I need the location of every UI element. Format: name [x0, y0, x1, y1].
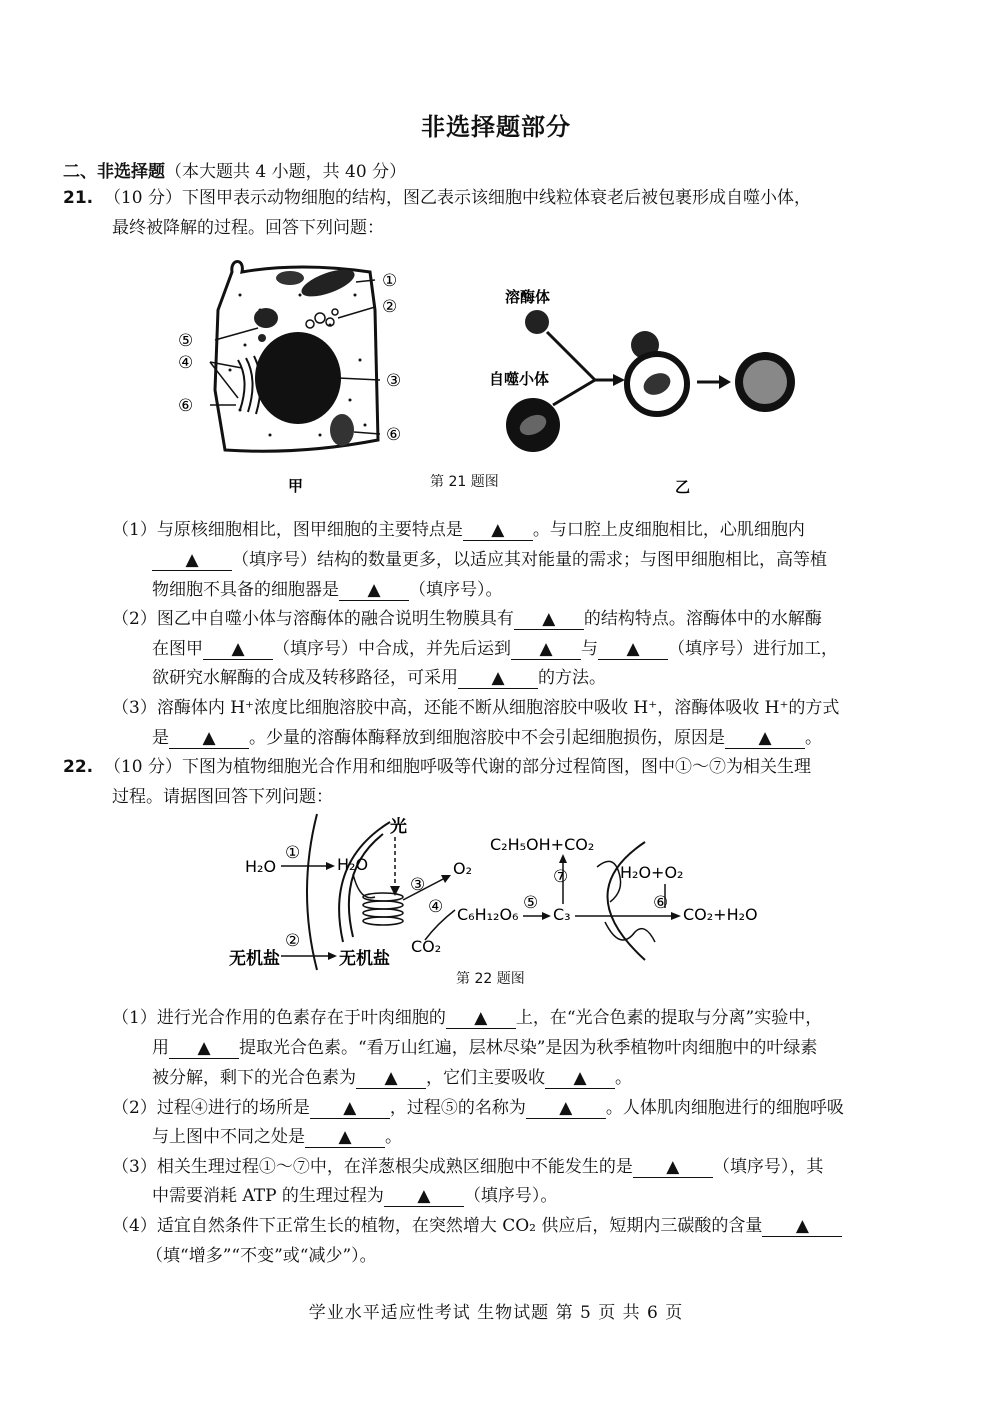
label-3: ③ — [386, 371, 402, 391]
vesicle-cluster — [306, 309, 338, 328]
h2o-o2-label: H₂O+O₂ — [620, 863, 684, 882]
answer-blank[interactable]: ▲ — [545, 1068, 615, 1089]
q21-p3-line2 — [152, 726, 822, 750]
step-7: ⑦ — [553, 867, 569, 887]
h2o-outside: H₂O — [245, 857, 277, 876]
q22-p1-line2 — [152, 1036, 817, 1060]
q21-p1-text1: （1）与原核细胞相比，图甲细胞的主要特点是 — [112, 520, 463, 540]
q21-p3-text3: 。 — [805, 728, 822, 748]
step-5: ⑤ — [523, 893, 539, 913]
q21-number: 21. — [63, 188, 94, 208]
q21-p3-text2: 。少量的溶酶体酶释放到细胞溶胶中不会引起细胞损伤，原因是 — [249, 728, 725, 748]
lysosome-small — [525, 310, 549, 334]
q21-stem-text1: （10 分）下图甲表示动物细胞的结构，图乙表示该细胞中线粒体衰老后被包裹形成自噬小体， — [103, 188, 811, 208]
q22-p1-line1 — [112, 1006, 822, 1030]
lysosome — [254, 308, 278, 328]
answer-blank[interactable]: ▲ — [152, 550, 232, 571]
ethanol-label: C₂H₅OH+CO₂ — [490, 835, 595, 854]
q21-p1-line1 — [112, 518, 805, 542]
mitochondrion-lower — [330, 414, 354, 446]
answer-blank[interactable]: ▲ — [762, 1216, 842, 1237]
glucose-label: C₆H₁₂O₆ — [457, 905, 519, 924]
salt-outside: 无机盐 — [229, 949, 280, 969]
q22-p1-text6: ，它们主要吸收 — [426, 1068, 545, 1088]
q22-p4-text1: （4）适宜自然条件下正常生长的植物，在突然增大 CO₂ 供应后，短期内三碳酸的含量 — [112, 1216, 763, 1236]
q22-p3-text3: 中需要消耗 ATP 的生理过程为 — [152, 1186, 384, 1206]
answer-blank[interactable]: ▲ — [526, 1098, 606, 1119]
salt-inside: 无机盐 — [339, 949, 390, 969]
q22-p2-line1 — [112, 1096, 844, 1120]
answer-blank[interactable]: ▲ — [463, 520, 533, 541]
q22-p3-line1 — [112, 1155, 823, 1179]
q22-p1-text5: 被分解，剩下的光合色素为 — [152, 1068, 356, 1088]
q21-p1-text3: （填序号）结构的数量更多，以适应其对能量的需求；与图甲细胞相比，高等植 — [232, 550, 827, 570]
q22-stem-text1: （10 分）下图为植物细胞光合作用和细胞呼吸等代谢的部分过程简图，图中①～⑦为相关生理 — [103, 757, 811, 777]
golgi-body — [276, 271, 304, 285]
step-1: ① — [285, 843, 301, 863]
autophagosome-label: 自噬小体 — [489, 370, 550, 388]
q22-p3-text2: （填序号），其 — [712, 1157, 824, 1177]
co2-h2o-label: CO₂+H₂O — [683, 905, 758, 924]
q21-p2-text4: （填序号）中合成，并先后运到 — [273, 639, 511, 659]
o2-label: O₂ — [453, 859, 473, 878]
page-footer: 学业水平适应性考试 生物试题 第 5 页 共 6 页 — [308, 1303, 684, 1323]
label-5: ⑤ — [178, 331, 194, 351]
q21-p2-text3: 在图甲 — [152, 639, 203, 659]
q22-p3-line2 — [152, 1184, 557, 1208]
q21-stem-line1 — [63, 186, 811, 210]
q22-p1-text3: 用 — [152, 1038, 169, 1058]
step-4: ④ — [428, 897, 444, 917]
q21-p3-text1: 是 — [152, 728, 169, 748]
section-label: 二、非选择题 — [63, 162, 165, 182]
section-note: （本大题共 4 小题，共 40 分） — [165, 162, 407, 182]
mitochondrion-outer — [608, 842, 646, 960]
c3-label: C₃ — [553, 905, 571, 924]
fig22-caption: 第 22 题图 — [456, 971, 525, 987]
fig21-caption: 第 21 题图 — [430, 474, 499, 490]
fig-jia-name: 甲 — [288, 477, 304, 495]
q21-stem-line2: 最终被降解的过程。回答下列问题： — [112, 218, 384, 238]
q22-p2-text5: 。 — [385, 1127, 402, 1147]
label-4: ④ — [178, 353, 194, 373]
q22-p1-text4: 提取光合色素。“看万山红遍，层林尽染”是因为秋季植物叶肉细胞中的叶绿素 — [239, 1038, 818, 1058]
answer-blank[interactable]: ▲ — [633, 1157, 713, 1178]
q22-p1-text7: 。 — [615, 1068, 632, 1088]
label-6-left: ⑥ — [178, 396, 194, 416]
answer-blank[interactable]: ▲ — [598, 639, 668, 660]
answer-blank[interactable]: ▲ — [384, 1186, 464, 1207]
step-6: ⑥ — [653, 893, 669, 913]
fig21-autophagy — [485, 280, 815, 495]
q21-p2-text6: （填序号）进行加工， — [668, 639, 838, 659]
co2-in: CO₂ — [411, 937, 442, 956]
q21-p3-line1: （3）溶酶体内 H⁺浓度比细胞溶胶中高，还能不断从细胞溶胶中吸收 H⁺，溶酶体吸收 H⁺的方式 — [112, 698, 840, 718]
cell-membrane-curve — [307, 814, 317, 970]
q22-p1-line3 — [152, 1066, 632, 1090]
q22-p2-text1: （2）过程④进行的场所是 — [112, 1098, 310, 1118]
q21-p1-text4: 物细胞不具备的细胞器是 — [152, 580, 339, 600]
fig-yi-name: 乙 — [675, 478, 691, 495]
q22-p4-line2: （填“增多”“不变”或“减少”）。 — [146, 1246, 377, 1266]
q21-p1-line3 — [152, 578, 503, 602]
q21-p2-line1 — [112, 607, 822, 631]
q21-p2-line2 — [152, 637, 838, 661]
answer-blank[interactable]: ▲ — [203, 639, 273, 660]
q22-p1-text1: （1）进行光合作用的色素存在于叶肉细胞的 — [112, 1008, 446, 1028]
q22-p2-line2 — [152, 1125, 402, 1149]
q21-p2-text1: （2）图乙中自噬小体与溶酶体的融合说明生物膜具有 — [112, 609, 514, 629]
answer-blank[interactable]: ▲ — [514, 609, 584, 630]
label-1: ① — [382, 271, 398, 291]
light-label: 光 — [390, 817, 407, 837]
q21-p1-text5: （填序号）。 — [409, 580, 503, 600]
answer-blank[interactable]: ▲ — [725, 728, 805, 749]
q21-p1-text2: 。与口腔上皮细胞相比，心肌细胞内 — [532, 520, 805, 540]
q22-p2-text3: 。人体肌肉细胞进行的细胞呼吸 — [605, 1098, 844, 1118]
q21-p1-line2 — [152, 548, 827, 572]
q22-p4-line1 — [112, 1214, 842, 1238]
q21-p2-text7: 欲研究水解酶的合成及转移路径，可采用 — [152, 668, 458, 688]
q22-stem-line1 — [63, 755, 811, 779]
page-title: 非选择题部分 — [421, 113, 571, 141]
answer-blank[interactable]: ▲ — [305, 1127, 385, 1148]
q21-p2-line3 — [152, 666, 606, 690]
answer-blank[interactable]: ▲ — [458, 668, 538, 689]
answer-blank[interactable]: ▲ — [339, 580, 409, 601]
chloroplast-envelope — [339, 822, 390, 942]
label-6-right: ⑥ — [386, 425, 402, 445]
answer-blank[interactable]: ▲ — [356, 1068, 426, 1089]
answer-blank[interactable]: ▲ — [446, 1008, 516, 1029]
centrosome — [258, 334, 266, 342]
q21-p2-text8: 的方法。 — [538, 668, 606, 688]
step-2: ② — [285, 931, 301, 951]
answer-blank[interactable]: ▲ — [310, 1098, 390, 1119]
q21-p2-text2: 的结构特点。溶酶体中的水解酶 — [583, 609, 822, 629]
q22-p2-text2: ，过程⑤的名称为 — [389, 1098, 526, 1118]
q22-number: 22. — [63, 757, 94, 777]
fig21-animal-cell — [170, 250, 430, 495]
h2o-inside: H₂O — [337, 855, 369, 874]
q22-p2-text4: 与上图中不同之处是 — [152, 1127, 305, 1147]
mitochondrion-cristae — [597, 861, 621, 902]
answer-blank[interactable]: ▲ — [511, 639, 581, 660]
q22-stem-line2: 过程。请据图回答下列问题： — [112, 787, 333, 807]
answer-blank[interactable]: ▲ — [169, 728, 249, 749]
q22-p1-text2: 上，在“光合色素的提取与分离”实验中， — [515, 1008, 823, 1028]
section-heading — [63, 157, 406, 182]
q22-p3-text1: （3）相关生理过程①～⑦中，在洋葱根尖成熟区细胞中不能发生的是 — [112, 1157, 633, 1177]
step-3: ③ — [410, 875, 426, 895]
q22-p3-text4: （填序号）。 — [463, 1186, 558, 1206]
lysosome-label: 溶酶体 — [505, 288, 551, 306]
nucleus — [255, 332, 341, 424]
answer-blank[interactable]: ▲ — [169, 1038, 239, 1059]
label-2: ② — [382, 297, 398, 317]
fig22-metabolism — [225, 812, 785, 972]
q21-p2-text5: 与 — [581, 639, 598, 659]
